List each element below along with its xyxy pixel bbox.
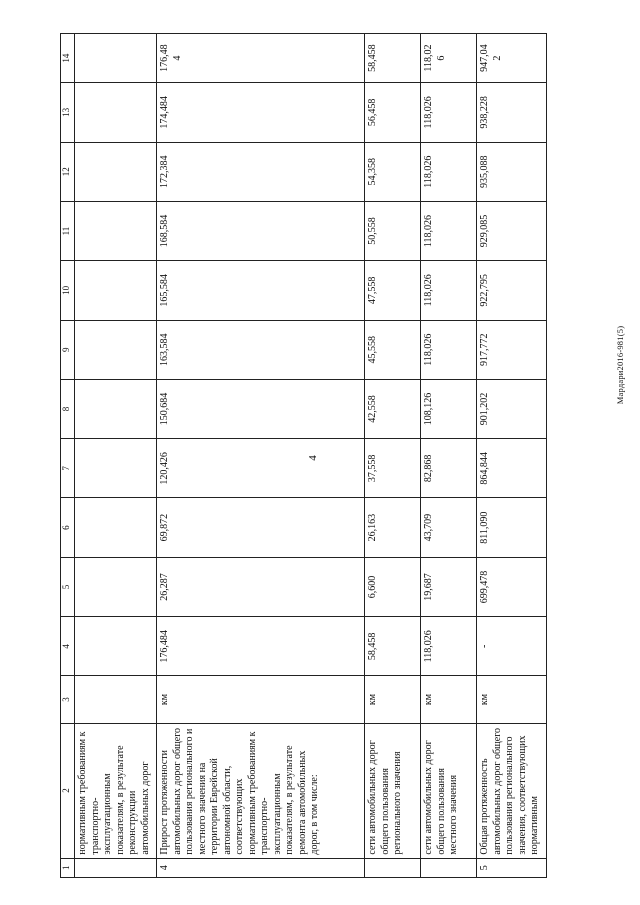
value-cell: 26,287 [157, 557, 365, 616]
row-number-cell: 4 [157, 858, 365, 877]
value-cell [75, 201, 157, 260]
row-number-cell [365, 858, 421, 877]
unit-cell: км [365, 676, 421, 723]
header-cell: 14 [61, 34, 75, 83]
value-cell [75, 34, 157, 83]
value-cell: 935,088 [477, 142, 547, 201]
value-cell: 56,458 [365, 83, 421, 142]
value-cell: 6,600 [365, 557, 421, 616]
value-cell: 54,358 [365, 142, 421, 201]
value-cell: 917,772 [477, 320, 547, 379]
value-cell: 82,868 [421, 439, 477, 498]
row-number-cell [75, 858, 157, 877]
value-cell: 118,026 [421, 617, 477, 676]
value-cell: 19,687 [421, 557, 477, 616]
table-header-row [61, 34, 75, 878]
header-cell: 6 [61, 498, 75, 557]
indicator-description-cell: сети автомобильных дорог общего пользования местного значения [421, 723, 477, 858]
value-cell: 922,795 [477, 261, 547, 320]
header-cell: 3 [61, 676, 75, 723]
value-cell: - [477, 617, 547, 676]
value-cell: 118,026 [421, 320, 477, 379]
value-cell: 176,484 [157, 617, 365, 676]
value-cell: 901,202 [477, 379, 547, 438]
value-cell: 811,090 [477, 498, 547, 557]
unit-cell: км [421, 676, 477, 723]
value-cell [75, 617, 157, 676]
value-cell: 168,584 [157, 201, 365, 260]
value-cell [75, 261, 157, 320]
value-cell: 118,026 [421, 201, 477, 260]
footer-code: Мардари2016-981(5) [615, 325, 625, 405]
value-cell: 118,026 [421, 261, 477, 320]
value-cell [75, 498, 157, 557]
header-cell: 11 [61, 201, 75, 260]
value-cell: 69,872 [157, 498, 365, 557]
table-row [75, 34, 157, 878]
value-cell [75, 379, 157, 438]
value-cell: 864,844 [477, 439, 547, 498]
unit-cell: км [477, 676, 547, 723]
header-cell: 10 [61, 261, 75, 320]
value-cell: 118,026 [421, 142, 477, 201]
value-cell: 699,478 [477, 557, 547, 616]
header-cell: 12 [61, 142, 75, 201]
value-cell: 37,558 [365, 439, 421, 498]
header-cell: 13 [61, 83, 75, 142]
value-cell: 172,384 [157, 142, 365, 201]
header-cell: 4 [61, 617, 75, 676]
unit-cell [75, 676, 157, 723]
header-cell: 7 [61, 439, 75, 498]
value-cell: 42,558 [365, 379, 421, 438]
value-cell: 58,458 [365, 34, 421, 83]
value-cell: 45,558 [365, 320, 421, 379]
value-cell: 163,584 [157, 320, 365, 379]
value-cell [75, 320, 157, 379]
value-cell: 165,584 [157, 261, 365, 320]
value-cell: 150,684 [157, 379, 365, 438]
indicator-description-cell: Прирост протяженности автомобильных дорог общего пользования регионального и местного значения на территории Еврейской автономной области, соответствующих нормативным требованиям к транспортно-эксплуатационным показателям, в результате ремонта автомобильных дорог, в том числе: [157, 723, 365, 858]
value-cell: 58,458 [365, 617, 421, 676]
header-cell: 1 [61, 858, 75, 877]
value-cell: 47,558 [365, 261, 421, 320]
header-cell: 9 [61, 320, 75, 379]
value-cell: 50,558 [365, 201, 421, 260]
value-cell: 118,02 6 [421, 34, 477, 83]
indicators-table [60, 33, 547, 878]
indicator-description-cell: Общая протяженность автомобильных дорог общего пользования регионального значения, соответствующих нормативным [477, 723, 547, 858]
value-cell: 108,126 [421, 379, 477, 438]
table-row [157, 34, 365, 878]
value-cell: 43,709 [421, 498, 477, 557]
value-cell [75, 142, 157, 201]
value-cell: 118,026 [421, 83, 477, 142]
indicator-description-cell: нормативным требованиям к транспортно-эксплуатационным показателям, в результате реконструкции автомобильных дорог [75, 723, 157, 858]
page-number: 4 [306, 455, 319, 461]
value-cell: 120,426 [157, 439, 365, 498]
table-row [365, 34, 421, 878]
header-cell: 8 [61, 379, 75, 438]
rotated-table-container [60, 33, 605, 878]
value-cell: 947,04 2 [477, 34, 547, 83]
row-number-cell: 5 [477, 858, 547, 877]
value-cell: 176,48 4 [157, 34, 365, 83]
unit-cell: км [157, 676, 365, 723]
table-row [477, 34, 547, 878]
value-cell [75, 557, 157, 616]
value-cell [75, 83, 157, 142]
value-cell [75, 439, 157, 498]
value-cell: 929,085 [477, 201, 547, 260]
value-cell: 174,484 [157, 83, 365, 142]
value-cell: 938,228 [477, 83, 547, 142]
value-cell: 26,163 [365, 498, 421, 557]
table-row [421, 34, 477, 878]
indicator-description-cell: сети автомобильных дорог общего пользования регионального значения [365, 723, 421, 858]
header-cell: 5 [61, 557, 75, 616]
row-number-cell [421, 858, 477, 877]
header-cell: 2 [61, 723, 75, 858]
